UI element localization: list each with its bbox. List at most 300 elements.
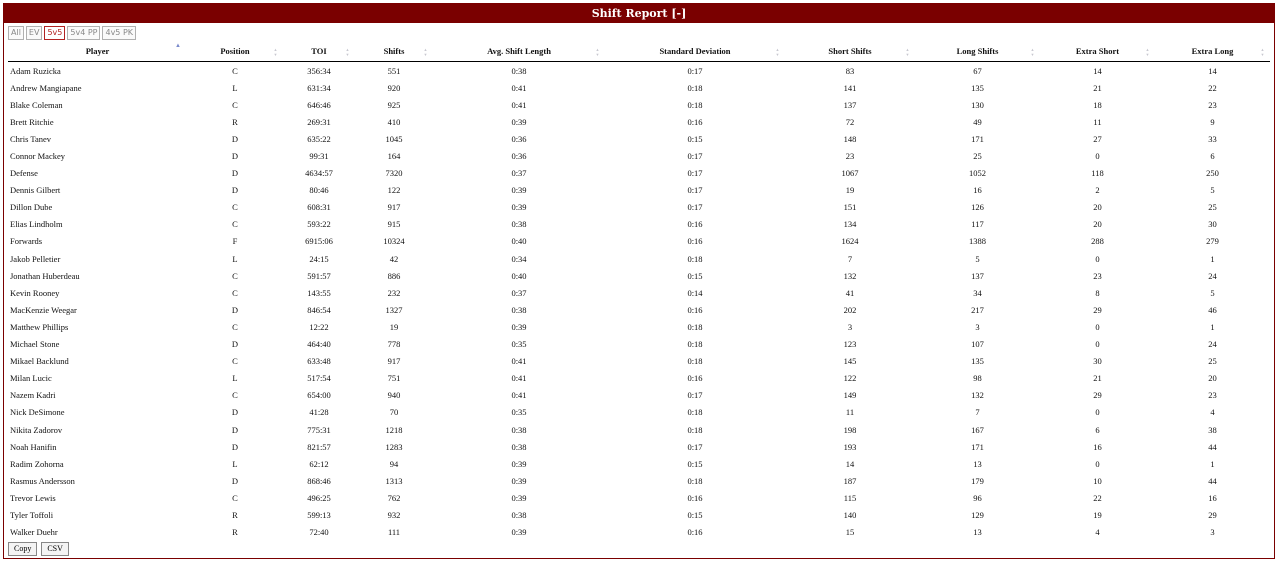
cell-position: D: [231, 339, 239, 350]
cell-short-shifts: 83: [845, 65, 855, 76]
export-buttons: [8, 542, 69, 556]
cell-toi: 62:12: [309, 458, 329, 469]
cell-standard-deviation: 0:14: [687, 287, 703, 298]
table-row: [8, 524, 1270, 541]
cell-toi: 633:48: [307, 356, 331, 367]
cell-short-shifts: 11: [845, 407, 855, 418]
cell-standard-deviation: 0:18: [687, 407, 703, 418]
cell-avg-shift-length: 0:41: [511, 99, 527, 110]
cell-avg-shift-length: 0:39: [511, 202, 527, 213]
cell-position: L: [232, 458, 238, 469]
cell-avg-shift-length: 0:39: [511, 492, 527, 503]
cell-long-shifts: 135: [971, 356, 984, 367]
cell-extra-short: 16: [1093, 441, 1102, 452]
sort-both-icon: ▲▼: [595, 47, 600, 57]
sort-both-icon: ▲▼: [1145, 47, 1150, 57]
cell-standard-deviation: 0:17: [687, 168, 703, 179]
cell-player: Radim Zohorna: [10, 458, 64, 469]
column-header-label: Extra Short: [1075, 46, 1120, 56]
cell-player: Michael Stone: [10, 339, 60, 350]
cell-player: Matthew Phillips: [10, 321, 69, 332]
cell-avg-shift-length: 0:41: [511, 373, 527, 384]
cell-standard-deviation: 0:18: [687, 475, 703, 486]
cell-long-shifts: 126: [971, 202, 984, 213]
cell-standard-deviation: 0:18: [687, 424, 703, 435]
filter-4v5-pk[interactable]: 4v5 PK: [102, 26, 136, 40]
cell-extra-short: 30: [1093, 356, 1102, 367]
cell-extra-short: 10: [1093, 475, 1102, 486]
table-row: [8, 113, 1270, 130]
cell-player: Forwards: [10, 236, 43, 247]
cell-extra-long: 16: [1208, 492, 1217, 503]
cell-extra-long: 23: [1208, 390, 1217, 401]
cell-extra-long: 279: [1206, 236, 1219, 247]
cell-standard-deviation: 0:17: [687, 185, 703, 196]
cell-shifts: 122: [387, 185, 401, 196]
table-row: [8, 62, 1270, 80]
filter-5v4-pp[interactable]: 5v4 PP: [67, 26, 100, 40]
cell-extra-long: 30: [1208, 219, 1217, 230]
cell-long-shifts: 34: [973, 287, 982, 298]
cell-long-shifts: 16: [973, 185, 982, 196]
cell-standard-deviation: 0:18: [687, 99, 703, 110]
table-row: [8, 387, 1270, 404]
filter-ev[interactable]: EV: [26, 26, 43, 40]
cell-shifts: 1327: [385, 304, 403, 315]
cell-toi: 6915:06: [305, 236, 333, 247]
cell-shifts: 925: [387, 99, 401, 110]
cell-extra-long: 20: [1208, 373, 1217, 384]
cell-extra-long: 250: [1206, 168, 1219, 179]
cell-avg-shift-length: 0:34: [511, 253, 527, 264]
cell-short-shifts: 148: [843, 133, 857, 144]
column-header-label: Player: [85, 46, 110, 56]
column-header-standard-deviation[interactable]: [605, 41, 785, 62]
cell-toi: 868:46: [307, 475, 331, 486]
cell-long-shifts: 7: [975, 407, 980, 418]
table-row: [8, 284, 1270, 301]
cell-player: Kevin Rooney: [10, 287, 60, 298]
cell-avg-shift-length: 0:40: [511, 270, 527, 281]
column-header-extra-short[interactable]: [1040, 41, 1155, 62]
cell-shifts: 111: [387, 527, 401, 538]
cell-shifts: 1218: [385, 424, 403, 435]
cell-avg-shift-length: 0:41: [511, 82, 527, 93]
cell-standard-deviation: 0:17: [687, 390, 703, 401]
column-header-label: TOI: [311, 46, 327, 56]
cell-position: C: [232, 219, 238, 230]
cell-toi: 846:54: [307, 304, 331, 315]
cell-player: Nazem Kadri: [10, 390, 56, 401]
cell-extra-short: 29: [1093, 390, 1102, 401]
cell-position: L: [232, 253, 238, 264]
cell-short-shifts: 145: [843, 356, 857, 367]
cell-extra-short: 22: [1093, 492, 1102, 503]
cell-extra-short: 18: [1093, 99, 1102, 110]
cell-toi: 269:31: [307, 116, 331, 127]
cell-shifts: 7320: [385, 168, 403, 179]
cell-shifts: 1045: [385, 133, 403, 144]
cell-avg-shift-length: 0:36: [511, 151, 527, 162]
cell-avg-shift-length: 0:40: [511, 236, 527, 247]
cell-long-shifts: 179: [971, 475, 984, 486]
filter-5v5[interactable]: 5v5: [44, 26, 65, 40]
cell-player: Elias Lindholm: [10, 219, 63, 230]
cell-extra-long: 1: [1210, 321, 1215, 332]
sort-both-icon: ▲▼: [905, 47, 910, 57]
cell-extra-long: 33: [1208, 133, 1217, 144]
cell-toi: 654:00: [307, 390, 331, 401]
column-header-toi[interactable]: [283, 41, 355, 62]
cell-standard-deviation: 0:16: [687, 373, 703, 384]
sort-both-icon: ▲▼: [273, 47, 278, 57]
sort-ascending-icon: ▲: [175, 43, 181, 49]
cell-player: Jakob Pelletier: [10, 253, 61, 264]
sort-both-icon: ▲▼: [1030, 47, 1035, 57]
cell-short-shifts: 122: [843, 373, 857, 384]
cell-avg-shift-length: 0:39: [511, 527, 527, 538]
cell-shifts: 1313: [385, 475, 403, 486]
cell-avg-shift-length: 0:38: [511, 509, 527, 520]
cell-extra-long: 6: [1210, 151, 1215, 162]
cell-extra-short: 20: [1093, 219, 1102, 230]
cell-shifts: 886: [387, 270, 401, 281]
cell-avg-shift-length: 0:41: [511, 390, 527, 401]
cell-toi: 775:31: [307, 424, 331, 435]
cell-short-shifts: 15: [845, 527, 855, 538]
cell-player: Andrew Mangiapane: [10, 82, 82, 93]
cell-extra-long: 44: [1208, 441, 1217, 452]
cell-player: Trevor Lewis: [10, 492, 56, 503]
cell-toi: 80:46: [309, 185, 329, 196]
cell-position: D: [231, 424, 239, 435]
cell-short-shifts: 141: [843, 82, 857, 93]
copy-button[interactable]: Copy: [8, 542, 37, 556]
cell-avg-shift-length: 0:39: [511, 475, 527, 486]
cell-extra-short: 0: [1095, 151, 1100, 162]
table-row: [8, 267, 1270, 284]
cell-extra-long: 46: [1208, 304, 1217, 315]
cell-player: Nikita Zadorov: [10, 424, 63, 435]
cell-standard-deviation: 0:16: [687, 116, 703, 127]
cell-long-shifts: 217: [971, 304, 984, 315]
table-row: [8, 130, 1270, 147]
cell-shifts: 932: [387, 509, 401, 520]
cell-long-shifts: 1388: [969, 236, 986, 247]
cell-avg-shift-length: 0:36: [511, 133, 527, 144]
cell-position: L: [232, 82, 238, 93]
cell-position: F: [232, 236, 238, 247]
cell-shifts: 917: [387, 356, 401, 367]
cell-extra-short: 0: [1095, 253, 1100, 264]
cell-short-shifts: 14: [845, 458, 855, 469]
cell-position: D: [231, 185, 239, 196]
cell-position: C: [232, 390, 238, 401]
filter-all[interactable]: All: [8, 26, 24, 40]
cell-position: R: [232, 527, 238, 538]
cell-avg-shift-length: 0:37: [511, 287, 527, 298]
cell-avg-shift-length: 0:39: [511, 458, 527, 469]
cell-shifts: 915: [387, 219, 401, 230]
column-header-avg-shift-length[interactable]: [433, 41, 605, 62]
cell-player: Connor Mackey: [10, 151, 66, 162]
cell-short-shifts: 23: [845, 151, 855, 162]
cell-short-shifts: 187: [843, 475, 857, 486]
shift-report-table: [8, 41, 1270, 541]
shift-report-panel: [3, 3, 1275, 559]
cell-position: C: [232, 99, 238, 110]
cell-position: R: [232, 509, 238, 520]
table-row: [8, 318, 1270, 335]
cell-short-shifts: 1624: [841, 236, 859, 247]
cell-short-shifts: 193: [843, 441, 857, 452]
cell-standard-deviation: 0:18: [687, 321, 703, 332]
cell-position: R: [232, 116, 238, 127]
column-header-shifts[interactable]: [355, 41, 433, 62]
cell-standard-deviation: 0:16: [687, 304, 703, 315]
cell-short-shifts: 132: [843, 270, 857, 281]
cell-shifts: 920: [387, 82, 401, 93]
cell-long-shifts: 3: [975, 321, 980, 332]
cell-short-shifts: 134: [843, 219, 857, 230]
cell-toi: 635:22: [307, 133, 331, 144]
cell-short-shifts: 149: [843, 390, 857, 401]
table-row: [8, 216, 1270, 233]
column-header-player[interactable]: [8, 41, 187, 62]
table-row: [8, 506, 1270, 523]
table-row: [8, 336, 1270, 353]
cell-player: Mikael Backlund: [10, 356, 69, 367]
cell-player: Rasmus Andersson: [10, 475, 75, 486]
cell-standard-deviation: 0:18: [687, 253, 703, 264]
table-row: [8, 472, 1270, 489]
cell-shifts: 42: [389, 253, 399, 264]
cell-long-shifts: 171: [971, 133, 984, 144]
table-row: [8, 165, 1270, 182]
cell-standard-deviation: 0:17: [687, 65, 703, 76]
table-body: [8, 62, 1270, 541]
column-header-position[interactable]: [187, 41, 283, 62]
cell-extra-short: 27: [1093, 133, 1102, 144]
cell-position: C: [232, 202, 238, 213]
cell-long-shifts: 107: [971, 339, 984, 350]
cell-toi: 631:34: [307, 82, 331, 93]
cell-shifts: 551: [387, 65, 401, 76]
cell-position: D: [231, 407, 239, 418]
cell-avg-shift-length: 0:39: [511, 321, 527, 332]
cell-long-shifts: 13: [973, 458, 982, 469]
cell-position: C: [232, 356, 238, 367]
cell-extra-short: 21: [1093, 82, 1102, 93]
column-header-label: Standard Deviation: [659, 46, 731, 56]
cell-standard-deviation: 0:15: [687, 270, 703, 281]
cell-standard-deviation: 0:15: [687, 509, 703, 520]
cell-position: C: [232, 270, 238, 281]
column-header-label: Shifts: [383, 46, 405, 56]
cell-standard-deviation: 0:18: [687, 339, 703, 350]
column-header-extra-long[interactable]: [1155, 41, 1270, 62]
cell-extra-long: 4: [1210, 407, 1215, 418]
cell-short-shifts: 202: [843, 304, 857, 315]
table-row: [8, 353, 1270, 370]
cell-short-shifts: 72: [845, 116, 855, 127]
cell-position: L: [232, 373, 238, 384]
cell-short-shifts: 19: [845, 185, 855, 196]
table-row: [8, 96, 1270, 113]
cell-avg-shift-length: 0:39: [511, 185, 527, 196]
cell-extra-short: 29: [1093, 304, 1102, 315]
cell-short-shifts: 7: [847, 253, 853, 264]
cell-long-shifts: 96: [973, 492, 982, 503]
cell-short-shifts: 140: [843, 509, 857, 520]
table-row: [8, 79, 1270, 96]
cell-toi: 464:40: [307, 339, 331, 350]
table-row: [8, 250, 1270, 267]
cell-shifts: 70: [389, 407, 399, 418]
cell-player: Tyler Toffoli: [10, 509, 54, 520]
cell-extra-short: 2: [1095, 185, 1100, 196]
cell-player: Milan Lucic: [10, 373, 52, 384]
cell-extra-long: 29: [1208, 509, 1217, 520]
cell-standard-deviation: 0:18: [687, 82, 703, 93]
cell-toi: 356:34: [307, 65, 331, 76]
cell-shifts: 940: [387, 390, 401, 401]
cell-extra-short: 6: [1095, 424, 1100, 435]
cell-extra-long: 1: [1210, 253, 1215, 264]
cell-toi: 24:15: [309, 253, 329, 264]
cell-short-shifts: 115: [843, 492, 857, 503]
cell-toi: 517:54: [307, 373, 331, 384]
table-row: [8, 421, 1270, 438]
cell-extra-short: 8: [1095, 287, 1100, 298]
cell-avg-shift-length: 0:35: [511, 339, 527, 350]
cell-player: Blake Coleman: [10, 99, 63, 110]
cell-extra-short: 0: [1095, 321, 1100, 332]
cell-position: C: [232, 65, 238, 76]
column-header-label: Long Shifts: [956, 46, 999, 56]
cell-shifts: 762: [387, 492, 401, 503]
cell-avg-shift-length: 0:38: [511, 424, 527, 435]
cell-position: C: [232, 492, 238, 503]
cell-shifts: 410: [387, 116, 401, 127]
cell-extra-short: 288: [1091, 236, 1104, 247]
cell-extra-long: 23: [1208, 99, 1217, 110]
cell-long-shifts: 25: [973, 151, 982, 162]
sort-both-icon: ▲▼: [775, 47, 780, 57]
column-header-label: Short Shifts: [828, 46, 872, 56]
cell-position: D: [231, 151, 239, 162]
cell-toi: 99:31: [309, 151, 329, 162]
column-header-long-shifts[interactable]: [915, 41, 1040, 62]
cell-standard-deviation: 0:17: [687, 441, 703, 452]
cell-shifts: 232: [387, 287, 401, 298]
table-row: [8, 147, 1270, 164]
cell-extra-long: 9: [1210, 116, 1215, 127]
cell-position: D: [231, 304, 239, 315]
panel-title-toggle[interactable]: Shift Report [-]: [4, 4, 1274, 23]
cell-toi: 72:40: [309, 527, 329, 538]
cell-standard-deviation: 0:17: [687, 202, 703, 213]
cell-extra-short: 23: [1093, 270, 1102, 281]
cell-extra-long: 5: [1210, 185, 1215, 196]
column-header-label: Avg. Shift Length: [487, 46, 551, 56]
cell-avg-shift-length: 0:38: [511, 65, 527, 76]
cell-position: D: [231, 475, 239, 486]
table-row: [8, 438, 1270, 455]
cell-long-shifts: 13: [973, 527, 982, 538]
cell-position: C: [232, 321, 238, 332]
cell-extra-long: 25: [1208, 202, 1217, 213]
cell-player: Jonathan Huberdeau: [10, 270, 80, 281]
cell-shifts: 94: [389, 458, 399, 469]
cell-toi: 608:31: [307, 202, 331, 213]
column-header-short-shifts[interactable]: [785, 41, 915, 62]
cell-long-shifts: 171: [971, 441, 984, 452]
cell-extra-long: 44: [1208, 475, 1217, 486]
cell-extra-short: 19: [1093, 509, 1102, 520]
cell-extra-long: 22: [1208, 82, 1217, 93]
cell-player: Brett Ritchie: [10, 116, 54, 127]
cell-player: Defense: [10, 168, 38, 179]
cell-avg-shift-length: 0:38: [511, 304, 527, 315]
cell-long-shifts: 130: [971, 99, 984, 110]
table-row: [8, 489, 1270, 506]
cell-long-shifts: 167: [971, 424, 984, 435]
cell-standard-deviation: 0:15: [687, 458, 703, 469]
table-header-row: [8, 41, 1270, 62]
cell-long-shifts: 1052: [969, 168, 986, 179]
cell-extra-short: 118: [1091, 168, 1104, 179]
table-row: [8, 370, 1270, 387]
cell-extra-long: 1: [1210, 458, 1215, 469]
cell-standard-deviation: 0:16: [687, 219, 703, 230]
cell-extra-long: 24: [1208, 339, 1217, 350]
cell-shifts: 164: [387, 151, 401, 162]
cell-extra-long: 14: [1208, 65, 1217, 76]
cell-long-shifts: 49: [973, 116, 982, 127]
cell-player: Dennis Gilbert: [10, 185, 61, 196]
table-row: [8, 404, 1270, 421]
cell-player: Walker Duehr: [10, 527, 58, 538]
cell-avg-shift-length: 0:35: [511, 407, 527, 418]
cell-extra-short: 11: [1093, 116, 1102, 127]
sort-both-icon: ▲▼: [423, 47, 428, 57]
csv-button[interactable]: CSV: [41, 542, 69, 556]
table-row: [8, 182, 1270, 199]
cell-standard-deviation: 0:18: [687, 356, 703, 367]
cell-toi: 143:55: [307, 287, 331, 298]
cell-avg-shift-length: 0:41: [511, 356, 527, 367]
table-row: [8, 233, 1270, 250]
cell-avg-shift-length: 0:38: [511, 219, 527, 230]
cell-short-shifts: 3: [847, 321, 853, 332]
table-row: [8, 199, 1270, 216]
cell-extra-short: 0: [1095, 407, 1100, 418]
cell-shifts: 751: [387, 373, 401, 384]
cell-extra-short: 20: [1093, 202, 1102, 213]
cell-long-shifts: 67: [973, 65, 982, 76]
strength-filter-bar: [8, 26, 136, 40]
cell-extra-long: 38: [1208, 424, 1217, 435]
cell-player: Nick DeSimone: [10, 407, 65, 418]
cell-long-shifts: 132: [971, 390, 984, 401]
cell-position: D: [231, 133, 239, 144]
cell-standard-deviation: 0:16: [687, 527, 703, 538]
cell-player: Dillon Dube: [10, 202, 53, 213]
cell-standard-deviation: 0:17: [687, 151, 703, 162]
sort-both-icon: ▲▼: [345, 47, 350, 57]
cell-extra-long: 3: [1210, 527, 1215, 538]
